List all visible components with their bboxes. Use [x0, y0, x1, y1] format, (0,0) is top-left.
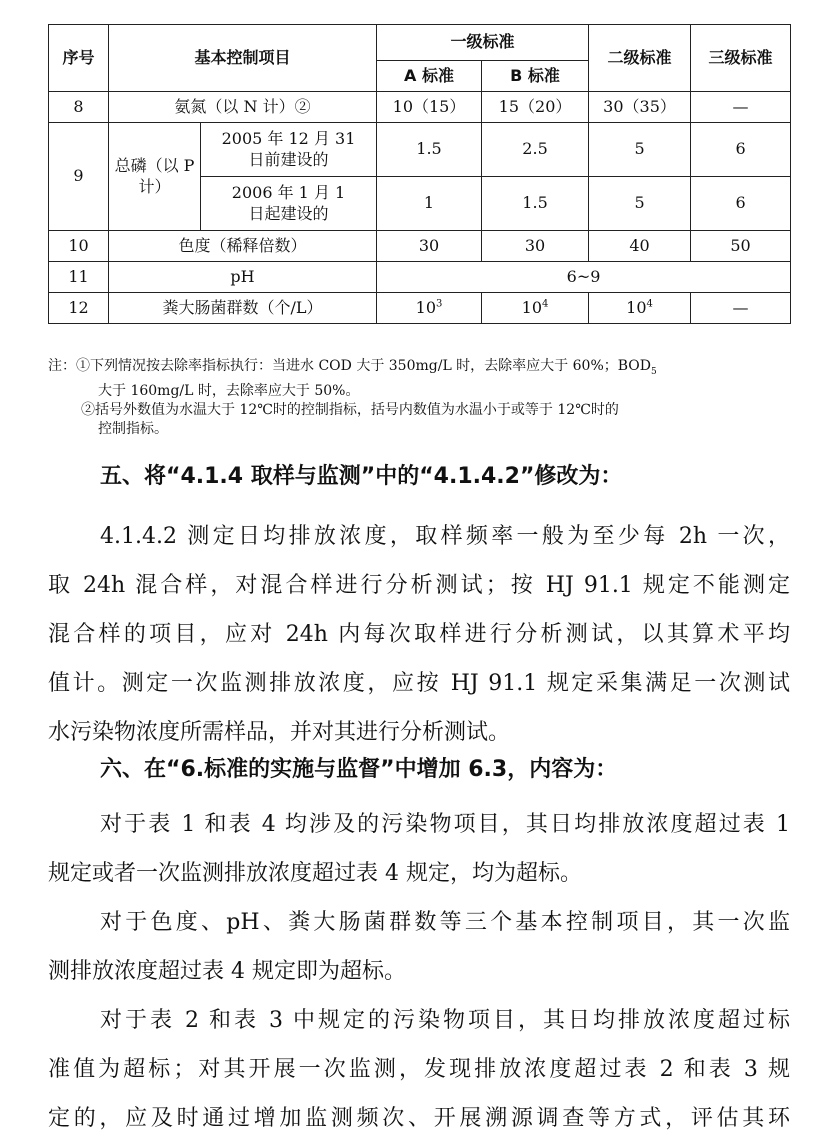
text-line: 定的，应及时通过增加监测频次、开展溯源调查等方式，评估其环 — [48, 1106, 790, 1131]
table-row — [49, 231, 791, 262]
text-line: 测排放浓度超过表 4 规定即为超标。 — [48, 959, 406, 984]
paragraph-table1-4 — [48, 800, 790, 898]
cell-item: 总磷（以 P 计） — [109, 123, 201, 231]
cell-value: 6~9 — [377, 262, 791, 293]
cell-base: 10 — [415, 297, 436, 317]
cell-a: 1.5 — [377, 123, 482, 177]
cell-item: pH — [109, 262, 377, 293]
cell-g2 — [589, 293, 691, 324]
cell-base: 10 — [521, 297, 543, 317]
cell-a: 1 — [377, 177, 482, 231]
cell-base: 10 — [626, 297, 647, 317]
text-line: 4.1.4.2 测定日均排放浓度，取样频率一般为至少每 2h 一次， — [100, 524, 790, 549]
cell-no: 8 — [49, 92, 109, 123]
text-line: 对于色度、pH、粪大肠菌群数等三个基本控制项目，其一次监 — [100, 910, 790, 935]
cell-g2: 40 — [589, 231, 691, 262]
note-1: ①下列情况按去除率指标执行：当进水 COD 大于 350mg/L 时，去除率应大于 60%；BOD — [76, 358, 652, 374]
paragraph-4142 — [48, 512, 790, 757]
cell-exponent: 3 — [436, 298, 443, 310]
cell-a — [377, 293, 482, 324]
text-line: 对于表 2 和表 3 中规定的污染物项目，其日均排放浓度超过标 — [100, 1008, 790, 1033]
text-line: 取 24h 混合样，对混合样进行分析测试；按 HJ 91.1 规定不能测定 — [48, 573, 790, 598]
cell-no: 12 — [49, 293, 109, 324]
header-grade1: 一级标准 — [377, 25, 589, 61]
text-line: 混合样的项目，应对 24h 内每次取样进行分析测试，以其算术平均 — [48, 622, 790, 647]
note-1-subscript: 5 — [651, 366, 657, 377]
cell-g3: 6 — [691, 177, 791, 231]
cell-b: 15（20） — [482, 92, 589, 123]
header-grade2: 二级标准 — [589, 25, 691, 92]
table-row — [49, 293, 791, 324]
cell-a: 30 — [377, 231, 482, 262]
header-b: B 标准 — [482, 61, 589, 92]
cell-a: 10（15） — [377, 92, 482, 123]
cell-g2: 5 — [589, 177, 691, 231]
table-row — [49, 262, 791, 293]
section-5-heading: 五、将“4.1.4 取样与监测”中的“4.1.4.2”修改为： — [100, 464, 623, 489]
table-row — [49, 123, 791, 177]
table-notes — [48, 357, 808, 439]
text-line: 值计。测定一次监测排放浓度，应按 HJ 91.1 规定采集满足一次测试 — [48, 671, 790, 696]
cell-exponent: 4 — [646, 298, 653, 310]
note-2-cont: 控制指标。 — [98, 420, 168, 437]
cell-g3: — — [691, 293, 791, 324]
note-line — [48, 357, 808, 382]
cell-b: 2.5 — [482, 123, 589, 177]
text-line: 准值为超标；对其开展一次监测，发现排放浓度超过表 2 和表 3 规 — [48, 1057, 790, 1082]
cell-subitem: 2006 年 1 月 1 日起建设的 — [201, 177, 377, 231]
table-row — [49, 92, 791, 123]
header-item: 基本控制项目 — [109, 25, 377, 92]
cell-g2: 30（35） — [589, 92, 691, 123]
cell-b: 1.5 — [482, 177, 589, 231]
cell-b: 30 — [482, 231, 589, 262]
cell-item: 粪大肠菌群数（个/L） — [109, 293, 377, 324]
note-2: ②括号外数值为水温大于 12℃时的控制指标，括号内数值为水温小于或等于 12℃时的 — [81, 401, 619, 418]
standards-table — [48, 24, 791, 324]
text-line: 对于表 1 和表 4 均涉及的污染物项目，其日均排放浓度超过表 1 — [100, 812, 790, 837]
cell-g3: — — [691, 92, 791, 123]
cell-g2: 5 — [589, 123, 691, 177]
text-line: 规定或者一次监测排放浓度超过表 4 规定，均为超标。 — [48, 861, 582, 886]
cell-b — [482, 293, 589, 324]
cell-item: 色度（稀释倍数） — [109, 231, 377, 262]
header-grade3: 三级标准 — [691, 25, 791, 92]
section-6-heading: 六、在“6.标准的实施与监督”中增加 6.3，内容为： — [100, 757, 618, 782]
cell-no: 10 — [49, 231, 109, 262]
header-a: A 标准 — [377, 61, 482, 92]
cell-item: 氨氮（以 N 计）② — [109, 92, 377, 123]
cell-subitem: 2005 年 12 月 31 日前建设的 — [201, 123, 377, 177]
paragraph-basic-items — [48, 898, 790, 996]
cell-exponent: 4 — [542, 298, 549, 310]
note-1-cont: 大于 160mg/L 时，去除率应大于 50%。 — [98, 382, 360, 399]
cell-g3: 50 — [691, 231, 791, 262]
cell-no: 9 — [49, 123, 109, 231]
note-label: 注： — [48, 358, 76, 374]
cell-no: 11 — [49, 262, 109, 293]
text-line: 水污染物浓度所需样品，并对其进行分析测试。 — [48, 720, 511, 745]
header-no: 序号 — [49, 25, 109, 92]
cell-g3: 6 — [691, 123, 791, 177]
paragraph-table2-3 — [48, 996, 790, 1143]
